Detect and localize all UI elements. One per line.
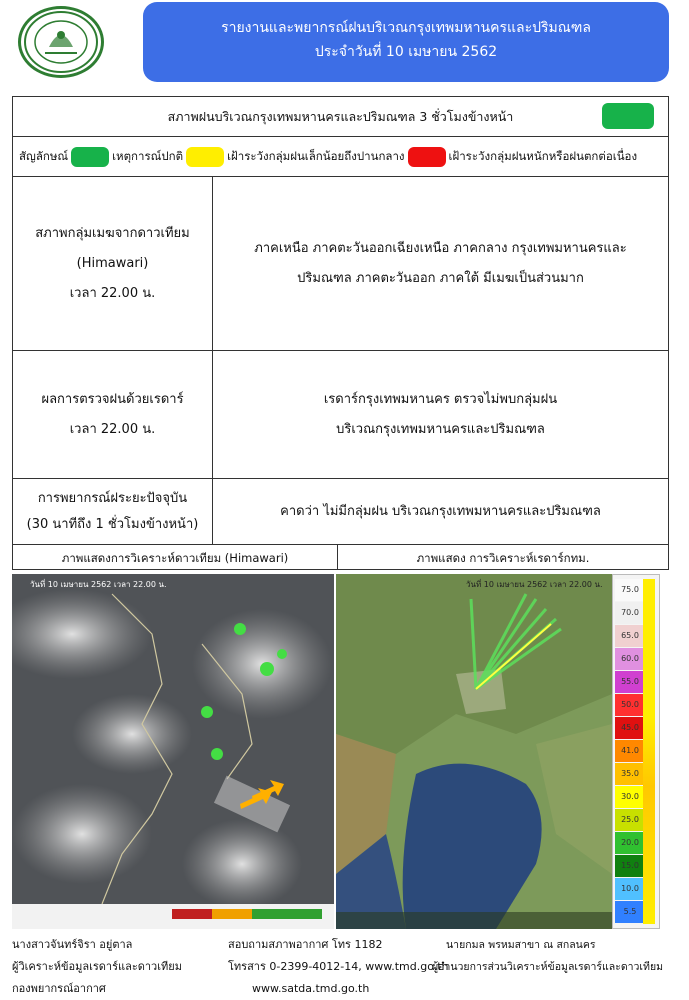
satellite-image [12, 574, 334, 929]
radar-scale [612, 574, 660, 929]
tmd-logo [18, 6, 104, 78]
radar-content-line: เรดาร์กรุงเทพมหานคร ตรวจไม่พบกลุ่มฝน [323, 391, 558, 407]
legend-swatch-light [186, 147, 224, 167]
nowcast-label-line: (30 นาทีถึง 1 ชั่วโมงข้างหน้า) [26, 516, 199, 532]
satellite-label-line: (Himawari) [76, 255, 149, 271]
radar-scale-value: 75.0 [621, 585, 639, 594]
radar-scale-entry [615, 809, 645, 831]
image-caption-row [13, 545, 668, 570]
radar-scale-value: 20.0 [621, 838, 639, 847]
radar-scale-entry [615, 878, 645, 900]
header-date: ประจำวันที่ 10 เมษายน 2562 [314, 44, 498, 60]
nowcast-content [213, 479, 668, 544]
radar-scale-entry [615, 832, 645, 854]
legend-swatch-normal [71, 147, 109, 167]
report-table [12, 96, 669, 570]
header-banner [143, 2, 669, 82]
tmd-seal-icon [21, 9, 101, 75]
footer-center [228, 934, 449, 1000]
radar-scale-entry [615, 671, 645, 693]
satellite-image-caption: ภาพแสดงการวิเคราะห์ดาวเทียม (Himawari) [13, 545, 338, 570]
radar-content-line: บริเวณกรุงเทพมหานครและปริมณฑล [336, 421, 545, 437]
radar-image-caption: ภาพแสดง การวิเคราะห์เรดาร์กทม. [416, 550, 590, 565]
radar-scale-value: 65.0 [621, 631, 639, 640]
nowcast-content-line: คาดว่า ไม่มีกลุ่มฝน บริเวณกรุงเทพมหานครและปริมณฑล [280, 503, 601, 519]
radar-scale-value: 45.0 [621, 723, 639, 732]
contact-fax[interactable]: โทรสาร 0-2399-4012-14, www.tmd.go.th [228, 960, 449, 973]
radar-label [13, 351, 213, 478]
radar-scale-entry [615, 763, 645, 785]
legend-label: สัญลักษณ์ [19, 148, 69, 163]
analyst-position: ผู้วิเคราะห์ข้อมูลเรดาร์และดาวเทียม [12, 960, 182, 973]
radar-scale-entry [615, 717, 645, 739]
status-row [13, 97, 668, 137]
nowcast-label-line: การพยากรณ์ฝระยะปัจจุบัน [37, 490, 188, 506]
radar-scale-value: 70.0 [621, 608, 639, 617]
radar-scale-value: 25.0 [621, 815, 639, 824]
contact-phone: สอบถามสภาพอากาศ โทร 1182 [228, 938, 383, 951]
director-position: ผู้อำนวยการส่วนวิเคราะห์ข้อมูลเรดาร์และดาวเทียม [432, 961, 664, 973]
radar-scale-value: 41.0 [621, 746, 639, 755]
radar-scale-entry [615, 740, 645, 762]
radar-row [13, 351, 668, 479]
legend-text-light: เฝ้าระวังกลุ่มฝนเล็กน้อยถึงปานกลาง [227, 148, 405, 163]
footer-right [432, 934, 663, 978]
radar-label-line: เวลา 22.00 น. [69, 421, 156, 437]
radar-scale-value: 5.5 [623, 907, 637, 916]
satellite-map-graphic [12, 574, 334, 929]
radar-scale-entry [615, 694, 645, 716]
satellite-label-line: เวลา 22.00 น. [69, 285, 156, 301]
radar-scale-entry [615, 625, 645, 647]
radar-scale-value: 15.0 [621, 861, 639, 870]
contact-website[interactable]: www.satda.tmd.go.th [252, 982, 370, 995]
satellite-label [13, 177, 213, 350]
radar-scale-value: 55.0 [621, 677, 639, 686]
radar-scale-value: 10.0 [621, 884, 639, 893]
radar-scale-entry [615, 579, 645, 601]
radar-scale-value: 35.0 [621, 769, 639, 778]
radar-scale-entry [615, 648, 645, 670]
status-title: สภาพฝนบริเวณกรุงเทพมหานครและปริมณฑล 3 ชั่วโมงข้างหน้า [167, 108, 514, 124]
radar-scale-value: 60.0 [621, 654, 639, 663]
radar-scale-entry [615, 602, 645, 624]
satellite-content [213, 177, 668, 350]
radar-scale-entry [615, 855, 645, 877]
nowcast-row [13, 479, 668, 545]
satellite-content-line: ปริมณฑล ภาคตะวันออก ภาคใต้ มีเมฆเป็นส่วนมาก [297, 270, 584, 286]
legend-row [13, 137, 668, 177]
legend-text-heavy: เฝ้าระวังกลุ่มฝนหนักหรือฝนตกต่อเนื่อง [448, 148, 638, 163]
legend-swatch-heavy [408, 147, 446, 167]
nowcast-label [13, 479, 213, 544]
satellite-row [13, 177, 668, 351]
director-name: นายกมล พรหมสาขา ณ สกลนคร [446, 939, 596, 951]
radar-label-line: ผลการตรวจฝนด้วยเรดาร์ [41, 391, 184, 407]
analyst-name: นางสาวจันทร์จิรา อยู่ตาล [12, 938, 133, 951]
header-title: รายงานและพยากรณ์ฝนบริเวณกรุงเทพมหานครและปริมณฑล [221, 20, 591, 36]
radar-scale-band [643, 579, 655, 924]
status-indicator [602, 103, 654, 129]
legend-text-normal: เหตุการณ์ปกติ [112, 148, 184, 163]
satellite-content-line: ภาคเหนือ ภาคตะวันออกเฉียงเหนือ ภาคกลาง กรุงเทพมหานครและ [254, 240, 627, 256]
satellite-timestamp: วันที่ 10 เมษายน 2562 เวลา 22.00 น. [30, 580, 167, 589]
radar-scale-value: 30.0 [621, 792, 639, 801]
radar-scale-entry [615, 786, 645, 808]
footer-left [12, 934, 182, 1000]
radar-scale-value: 50.0 [621, 700, 639, 709]
radar-map-graphic [336, 574, 612, 929]
radar-image [336, 574, 612, 929]
satellite-label-line: สภาพกลุ่มเมฆจากดาวเทียม [35, 225, 190, 241]
radar-content [213, 351, 668, 478]
radar-timestamp: วันที่ 10 เมษายน 2562 เวลา 22.00 น. [466, 580, 603, 589]
analyst-division: กองพยากรณ์อากาศ [12, 982, 106, 995]
legend [13, 137, 668, 176]
radar-scale-entry [615, 901, 645, 923]
